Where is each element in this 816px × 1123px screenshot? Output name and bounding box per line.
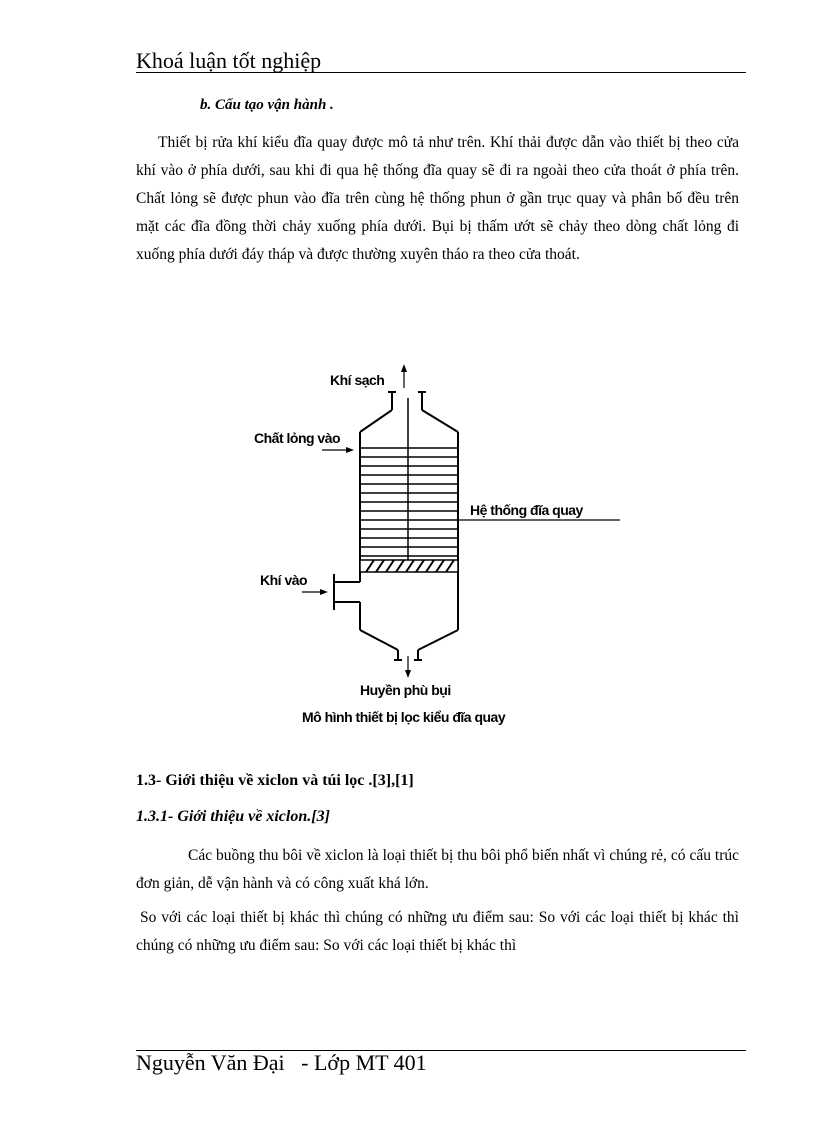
paragraph-advantages: So với các loại thiết bị khác thì chúng có những ưu điểm sau: So với các loại thiết bị khác thì chúng có những ưu điểm sau: So với các loại thiết bị khác thì xyxy=(136,909,739,954)
section-b-heading: b. Cấu tạo vận hành . xyxy=(200,97,334,113)
paragraph-cyclone-intro: Các buồng thu bôi về xiclon là loại thiết bị thu bôi phổ biến nhất vì chúng rẻ, có cấu trúc đơn giản, dễ vận hành và có công xuất khá lớn. xyxy=(136,847,739,892)
section-1-3-1-heading: 1.3.1- Giới thiệu về xiclon.[3] xyxy=(136,808,330,825)
paragraph-operation: Thiết bị rửa khí kiểu đĩa quay được mô tả như trên. Khí thải được dẫn vào thiết bị theo cửa khí vào ở phía dưới, sau khi đi qua hệ thống đĩa quay sẽ đi ra ngoài theo cửa thoát ở phía trên. Chất lỏng sẽ được phun vào đĩa trên cùng hệ thống phun ở gần trục quay và phân bố đều trên mặt các đĩa đồng thời chảy xuống phía dưới. Bụi bị thấm ướt sẽ chảy theo dòng chất lỏng đi xuống phía dưới đáy tháp và được thường xuyên tháo ra theo cửa thoát. xyxy=(136,134,739,263)
label-suspension: Huyền phù bụi xyxy=(360,682,451,698)
top-cone-left xyxy=(360,410,392,432)
support-grid xyxy=(360,560,458,572)
top-cone-right xyxy=(422,410,458,432)
bottom-cone-right xyxy=(418,630,458,650)
rotating-disk-scrubber-diagram xyxy=(230,360,630,730)
gas-in-arrow xyxy=(302,589,328,595)
bottom-cone-left xyxy=(360,630,398,650)
header-rule xyxy=(136,72,746,73)
liquid-in-arrow xyxy=(322,447,354,453)
page-header-title: Khoá luận tốt nghiệp xyxy=(136,48,322,73)
section-1-3-heading: 1.3- Giới thiệu về xiclon và túi lọc .[3],[1] xyxy=(136,772,414,789)
disk-stack xyxy=(360,448,458,556)
diagram-caption: Mô hình thiết bị lọc kiểu đĩa quay xyxy=(302,709,506,725)
label-disk-system: Hệ thống đĩa quay xyxy=(470,502,583,518)
label-gas-in: Khí vào xyxy=(260,572,308,588)
page-footer-author: Nguyễn Văn Đại - Lớp MT 401 xyxy=(136,1050,427,1075)
clean-gas-arrow xyxy=(401,364,407,388)
label-liquid-in: Chất lỏng vào xyxy=(254,430,341,446)
suspension-arrow xyxy=(405,656,411,678)
label-clean-gas: Khí sạch xyxy=(330,372,385,388)
